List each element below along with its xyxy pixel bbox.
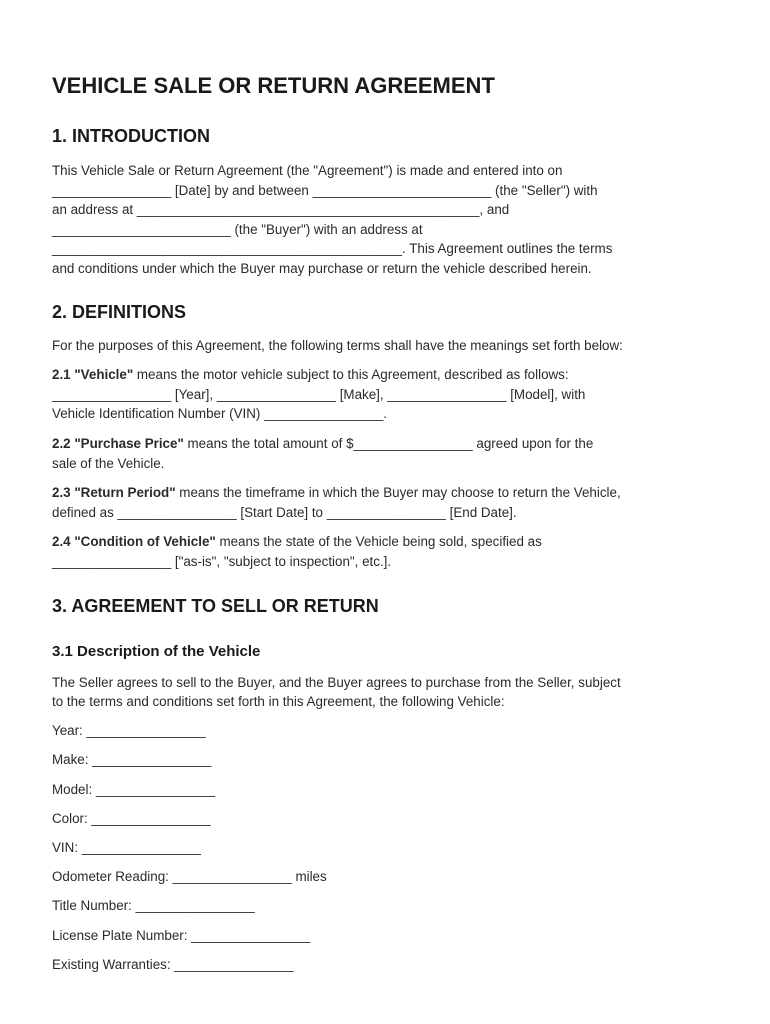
field-year: Year: ________________ (52, 723, 206, 739)
definition-purchase-price (52, 434, 718, 473)
definition-term: 2.4 "Condition of Vehicle" (52, 534, 216, 550)
field-vin: VIN: ________________ (52, 839, 201, 855)
definition-term: 2.2 "Purchase Price" (52, 435, 184, 451)
definition-term: 2.1 "Vehicle" (52, 367, 134, 383)
paragraph-line: to the terms and conditions set forth in this Agreement, the following Vehicle: (52, 694, 505, 710)
field-color: Color: ________________ (52, 810, 211, 826)
definition-condition (52, 532, 718, 571)
definition-vehicle (52, 365, 718, 424)
subsection-heading-vehicle-description: 3.1 Description of the Vehicle (52, 642, 261, 660)
definition-return-period (52, 483, 718, 522)
definition-text: means the total amount of $________________ agreed upon for the (183, 435, 594, 451)
field-odometer: Odometer Reading: ________________ miles (52, 869, 327, 885)
vehicle-fields (52, 721, 718, 974)
field-title-number: Title Number: ________________ (52, 898, 255, 914)
definition-term: 2.3 "Return Period" (52, 485, 176, 501)
definition-text: sale of the Vehicle. (52, 455, 165, 471)
intro-line: and conditions under which the Buyer may purchase or return the vehicle described herein. (52, 260, 592, 276)
field-model: Model: ________________ (52, 781, 216, 797)
intro-line: ________________________ (the "Buyer") with an address at (52, 221, 423, 237)
intro-line: _______________________________________________. This Agreement outlines the terms (52, 241, 613, 257)
definitions-lead: For the purposes of this Agreement, the following terms shall have the meanings set forth below: (52, 337, 623, 353)
field-warranties: Existing Warranties: ________________ (52, 956, 294, 972)
section-heading-definitions: 2. DEFINITIONS (52, 301, 187, 322)
definition-text: ________________ ["as-is", "subject to inspection", etc.]. (52, 553, 392, 569)
intro-line: an address at ______________________________________________, and (52, 202, 510, 218)
definition-text: ________________ [Year], ________________ [Make], ________________ [Model], with (52, 386, 586, 402)
definition-text: Vehicle Identification Number (VIN) ________________. (52, 406, 387, 422)
definition-text: means the state of the Vehicle being sold, specified as (215, 534, 542, 550)
definition-text: means the motor vehicle subject to this Agreement, described as follows: (133, 367, 569, 383)
document-title: VEHICLE SALE OR RETURN AGREEMENT (52, 73, 495, 98)
paragraph-line: The Seller agrees to sell to the Buyer, and the Buyer agrees to purchase from the Seller, subject (52, 674, 621, 690)
section-heading-introduction: 1. INTRODUCTION (52, 126, 211, 146)
definition-text: defined as ________________ [Start Date] to ________________ [End Date]. (52, 504, 517, 520)
definition-text: means the timeframe in which the Buyer may choose to return the Vehicle, (175, 485, 621, 501)
introduction-paragraph (52, 161, 718, 279)
section-heading-agreement: 3. AGREEMENT TO SELL OR RETURN (52, 595, 379, 616)
intro-line: ________________ [Date] by and between ________________________ (the "Seller") with (52, 182, 598, 198)
vehicle-description-paragraph (52, 673, 718, 712)
field-make: Make: ________________ (52, 752, 212, 768)
field-license-plate: License Plate Number: ________________ (52, 927, 311, 943)
intro-line: This Vehicle Sale or Return Agreement (the "Agreement") is made and entered into on (52, 163, 563, 178)
